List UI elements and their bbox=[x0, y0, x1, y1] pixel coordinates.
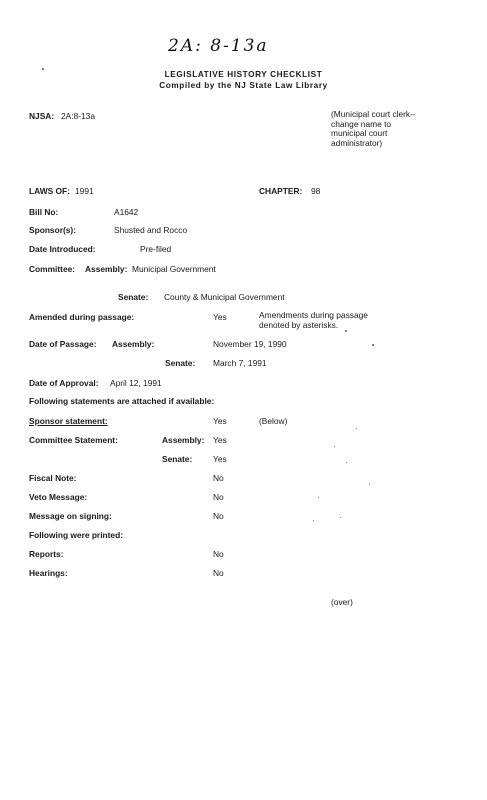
committee-senate-value: County & Municipal Government bbox=[164, 292, 285, 302]
chapter-label: CHAPTER: bbox=[259, 186, 303, 196]
scan-speck bbox=[369, 484, 370, 485]
amended-note: Amendments during passage denoted by asterisks. bbox=[259, 310, 368, 330]
amended-value: Yes bbox=[213, 312, 227, 322]
statements-attached-heading: Following statements are attached if available: bbox=[29, 396, 215, 406]
scan-speck bbox=[345, 330, 347, 332]
veto-message-label: Veto Message: bbox=[29, 492, 88, 502]
committee-senate-label: Senate: bbox=[118, 292, 149, 302]
passage-senate-label: Senate: bbox=[165, 358, 196, 368]
laws-of-value: 1991 bbox=[75, 186, 94, 196]
committee-statement-assembly-label: Assembly: bbox=[162, 435, 205, 445]
date-of-approval-value: April 12, 1991 bbox=[110, 378, 162, 388]
passage-assembly-value: November 19, 1990 bbox=[213, 339, 287, 349]
hearings-label: Hearings: bbox=[29, 568, 68, 578]
printed-heading: Following were printed: bbox=[29, 530, 123, 540]
committee-label: Committee: bbox=[29, 264, 76, 274]
committee-statement-label: Committee Statement: bbox=[29, 435, 118, 445]
date-introduced-label: Date Introduced: bbox=[29, 244, 96, 254]
reports-label: Reports: bbox=[29, 549, 64, 559]
handwritten-statute-number: 2A: 8-13a bbox=[168, 36, 269, 56]
scan-speck bbox=[346, 462, 347, 463]
fiscal-note-label: Fiscal Note: bbox=[29, 473, 77, 483]
scan-speck bbox=[356, 428, 357, 429]
over-footer: (over) bbox=[331, 597, 353, 607]
message-on-signing-label: Message on signing: bbox=[29, 511, 112, 521]
sponsors-value: Shusted and Rocco bbox=[114, 225, 188, 235]
scan-speck bbox=[334, 446, 335, 447]
bill-no-value: A1642 bbox=[114, 207, 139, 217]
date-of-passage-label: Date of Passage: bbox=[29, 339, 97, 349]
chapter-value: 98 bbox=[311, 186, 321, 196]
committee-statement-senate-value: Yes bbox=[213, 454, 227, 464]
committee-statement-senate-label: Senate: bbox=[162, 454, 193, 464]
laws-of-label: LAWS OF: bbox=[29, 186, 70, 196]
scan-speck bbox=[313, 520, 314, 521]
njsa-value: 2A:8-13a bbox=[61, 111, 95, 121]
amended-label: Amended during passage: bbox=[29, 312, 135, 322]
sponsors-label: Sponsor(s): bbox=[29, 225, 76, 235]
scan-speck bbox=[340, 517, 341, 518]
scan-speck bbox=[42, 68, 44, 70]
scan-speck bbox=[372, 344, 374, 346]
committee-assembly-label: Assembly: bbox=[85, 264, 128, 274]
veto-message-value: No bbox=[213, 492, 224, 502]
sponsor-statement-label: Sponsor statement: bbox=[29, 416, 108, 426]
document-title: LEGISLATIVE HISTORY CHECKLIST bbox=[164, 70, 323, 79]
description-note: (Municipal court clerk--change name to municipal court administrator) bbox=[331, 109, 416, 148]
date-introduced-value: Pre-filed bbox=[140, 244, 172, 254]
sponsor-statement-note: (Below) bbox=[259, 416, 288, 426]
committee-assembly-value: Municipal Government bbox=[132, 264, 216, 274]
passage-senate-value: March 7, 1991 bbox=[213, 358, 267, 368]
date-of-approval-label: Date of Approval: bbox=[29, 378, 99, 388]
hearings-value: No bbox=[213, 568, 224, 578]
njsa-label: NJSA: bbox=[29, 111, 55, 121]
sponsor-statement-value: Yes bbox=[213, 416, 227, 426]
reports-value: No bbox=[213, 549, 224, 559]
fiscal-note-value: No bbox=[213, 473, 224, 483]
document-subtitle: Compiled by the NJ State Law Library bbox=[159, 81, 328, 90]
passage-assembly-label: Assembly: bbox=[112, 339, 155, 349]
bill-no-label: Bill No: bbox=[29, 207, 59, 217]
message-on-signing-value: No bbox=[213, 511, 224, 521]
committee-statement-assembly-value: Yes bbox=[213, 435, 227, 445]
scan-speck bbox=[318, 497, 319, 498]
